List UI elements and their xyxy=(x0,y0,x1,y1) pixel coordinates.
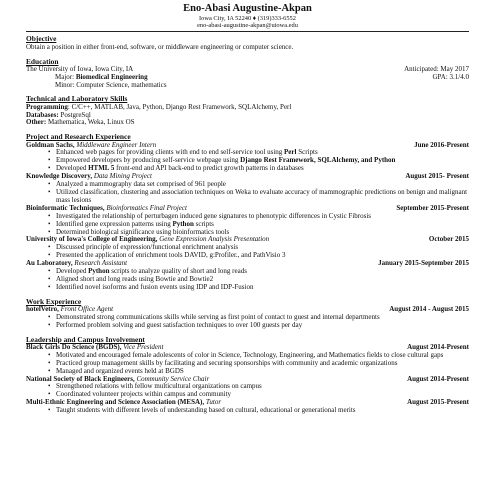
entry-date: January 2015-September 2015 xyxy=(378,259,469,268)
skills-label: Databases: xyxy=(26,110,59,119)
contact-line: Iowa City, IA 52240 ♦ (319)333-6552 xyxy=(199,15,296,22)
bullet-text: Identified gene expression patterns using xyxy=(56,219,173,228)
bullet-text: Developed xyxy=(56,267,89,276)
entry-date: August 2014-Present xyxy=(407,374,469,383)
major-name: Biomedical Engineering xyxy=(75,72,148,81)
list-item: • Discussed principle of expression/functional enrichment analysis xyxy=(56,244,469,252)
bullet-text: Scripts xyxy=(296,148,318,157)
skills-value: : C/C++, MATLAB, Java, Python, Django Rest Framework, SQLAlchemy, Perl xyxy=(67,102,292,111)
graduation-date: Anticipated: May 2017 xyxy=(404,64,469,73)
mesa-bullets xyxy=(26,407,469,415)
education-heading: Education xyxy=(26,56,59,66)
bullet-text: scripts xyxy=(193,219,214,228)
skills-value: Mathematica, Weka, Linux OS xyxy=(46,118,135,127)
objective-text: Obtain a position in either front-end, software, or middleware engineering or computer science. xyxy=(26,42,294,51)
bioinfo-bullets xyxy=(26,213,469,237)
bullet-text: Empowered developers by producing self-service webpage using xyxy=(56,156,241,165)
entry-date: October 2015 xyxy=(428,235,469,244)
leadership-heading: Leadership and Campus Involvement xyxy=(26,334,145,344)
entry-date: August 2014-Present xyxy=(407,342,469,351)
entry-role: Vice President xyxy=(121,342,164,351)
list-item: • Motivated and encouraged female adolescents of color in Science, Technology, Engineering, and Mathematics fields to close cultural gaps xyxy=(56,352,469,360)
list-item: • Performed problem solving and guest satisfaction techniques to over 100 guests per day xyxy=(56,322,469,330)
entry-org: Black Girls Do Science (BGDS), xyxy=(26,342,122,351)
objective-heading: Objective xyxy=(26,34,57,44)
list-item: • Strengthened relations with fellow multicultural organizations on campus xyxy=(56,383,469,391)
entry-date: August 2015- Present xyxy=(405,172,469,181)
entry-role: Bioinformatics Final Project xyxy=(104,203,187,212)
bullet-bold: Perl xyxy=(284,148,297,157)
list-item: • Taught students with different levels of understanding based on cultural, educational or generational merits xyxy=(56,407,469,415)
bullet-text: Developed xyxy=(56,164,89,173)
list-item: • Managed and organized events held at BGDS xyxy=(56,368,469,376)
nsbe-bullets xyxy=(26,383,469,399)
bgds-bullets xyxy=(26,352,469,376)
list-item: • Utilized classification, clustering and association techniques on Weka to evaluate accuracy of mammographic predictions on benign and malignant mass lesions xyxy=(56,189,469,205)
skills-value: PostgreSql xyxy=(58,110,91,119)
list-item: • Determined biological significance using bioinformatics tools xyxy=(56,229,469,237)
list-item: • Presented the application of enrichment tools DAVID, g:Profiler., and PathVisio 3 xyxy=(56,252,469,260)
entry-org: Au Laboratory, xyxy=(26,259,73,268)
entry-org: Knowledge Discovery, xyxy=(26,172,93,181)
bullet-bold: HTML 5 xyxy=(88,164,115,173)
entry-role: Front Office Agent xyxy=(58,304,114,313)
entry-date: August 2015-Present xyxy=(407,398,469,407)
skills-label: Other: xyxy=(26,118,47,127)
email-address: eno-abasi-augustine-akpan@uiowa.edu xyxy=(197,22,298,30)
bullet-text: Enhanced web pages for providing clients with end to end self-service tool using xyxy=(56,148,285,157)
candidate-name: Eno-Abasi Augustine-Akpan xyxy=(183,3,312,14)
entry-org: University of Iowa's College of Engineering, xyxy=(26,235,158,244)
entry-org: Goldman Sachs, xyxy=(26,140,75,149)
goldman-bullets xyxy=(26,149,469,173)
entry-role: Middleware Engineer Intern xyxy=(74,140,157,149)
gpa-value: GPA: 3.1/4.0 xyxy=(432,72,469,81)
entry-role: Tutor xyxy=(204,398,222,407)
entry-org: hotelVetro, xyxy=(26,304,59,313)
list-item: • Practiced group management skills by facilitating and securing sponsorships with community and academic organizations xyxy=(56,360,469,368)
entry-org: National Society of Black Engineers, xyxy=(26,374,135,383)
uiowa-bullets xyxy=(26,244,469,260)
work-bullets xyxy=(26,314,469,330)
work-heading: Work Experience xyxy=(26,296,82,306)
skills-heading: Technical and Laboratory Skills xyxy=(26,94,128,104)
entry-role: Research Assistant xyxy=(72,259,128,268)
au-bullets xyxy=(26,268,469,292)
resume-header xyxy=(26,3,469,29)
bullet-text: scripts to analyze quality of short and long reads xyxy=(109,267,247,276)
list-item: • Demonstrated strong communications skills while serving as first point of contact to guest and internal departments xyxy=(56,314,469,322)
entry-org: Multi-Ethnic Engineering and Science Association (MESA), xyxy=(26,398,205,407)
knowledge-bullets xyxy=(26,181,469,205)
list-item: • Analyzed a mammography data set comprised of 961 people xyxy=(56,181,469,189)
entry-date: September 2015-Present xyxy=(396,203,469,212)
skills-other xyxy=(26,119,469,127)
major-prefix: Major: xyxy=(55,72,76,81)
bullet-bold: Python xyxy=(88,267,110,276)
school-name: The University of Iowa, Iowa City, IA xyxy=(26,64,134,73)
entry-role: Gene Expression Analysis Presentation xyxy=(157,235,270,244)
bullet-bold: Django Rest Framework, SQLAlchemy, and Python xyxy=(240,156,396,165)
research-heading: Project and Research Experience xyxy=(26,132,131,142)
skills-label: Programming xyxy=(26,102,68,111)
entry-org: Bioinformatic Techniques, xyxy=(26,203,105,212)
entry-role: Data Mining Project xyxy=(92,172,152,181)
entry-date: June 2016-Present xyxy=(414,140,469,149)
header-divider xyxy=(26,31,469,32)
minor-line: Minor: Computer Science, mathematics xyxy=(55,80,167,89)
bullet-bold: Python xyxy=(172,219,194,228)
list-item: • Investigated the relationship of perturbagen induced gene signatures to phenotypic differences in Cystic Fibrosis xyxy=(56,213,469,221)
list-item: • Coordinated volunteer projects within campus and community xyxy=(56,391,469,399)
entry-role: Community Service Chair xyxy=(134,374,210,383)
entry-date: August 2014 - August 2015 xyxy=(389,304,469,313)
list-item: • Identified novel isoforms and fusion events using IDP and IDP-Fusion xyxy=(56,284,469,292)
skills-programming xyxy=(26,104,469,112)
list-item xyxy=(56,165,469,173)
list-item: • Aligned short and long reads using Bowtie and Bowtie2 xyxy=(56,276,469,284)
bullet-text: front-end and API back-end to predict growth patterns in databases xyxy=(114,164,304,173)
